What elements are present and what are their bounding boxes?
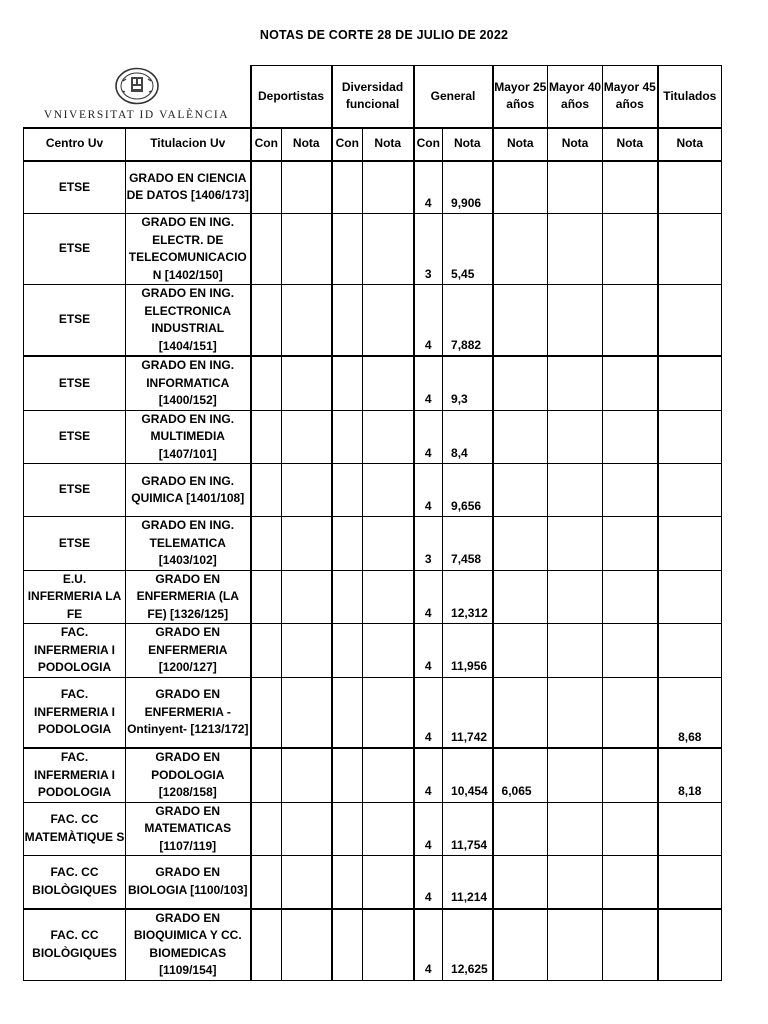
mayor-45-nota-cell <box>603 356 658 410</box>
deportistas-nota-cell <box>282 214 332 285</box>
diversidad-con-cell <box>332 677 363 748</box>
general-con-cell: 3 <box>414 214 443 285</box>
table-row <box>24 748 722 802</box>
centro-cell: FAC. INFERMERIA I PODOLOGIA <box>24 624 126 678</box>
titulados-nota-cell: 8,18 <box>658 748 722 802</box>
general-nota-cell: 11,214 <box>443 856 493 909</box>
diversidad-con-cell <box>332 624 363 678</box>
titulados-nota-cell <box>658 214 722 285</box>
table-row <box>24 410 722 464</box>
general-con-cell: 4 <box>414 570 443 624</box>
header-titulacion: Titulacion Uv <box>126 128 251 161</box>
mayor-40-nota-cell <box>548 802 603 856</box>
university-name: VNIVERSITAT ID VALÈNCIA <box>43 109 230 122</box>
table-row <box>24 285 722 357</box>
general-con-cell: 4 <box>414 677 443 748</box>
titulacion-cell: GRADO EN ING. QUIMICA [1401/108] <box>126 464 251 517</box>
titulados-nota-cell <box>658 570 722 624</box>
mayor-40-nota-cell <box>548 677 603 748</box>
header-mayor-25: Mayor 25 años <box>493 66 548 128</box>
mayor-45-nota-cell <box>603 909 658 981</box>
general-nota-cell: 5,45 <box>443 214 493 285</box>
deportistas-nota-cell <box>282 285 332 357</box>
titulados-nota-cell <box>658 410 722 464</box>
general-con-cell: 4 <box>414 464 443 517</box>
mayor-40-nota-cell <box>548 214 603 285</box>
general-con-cell: 4 <box>414 410 443 464</box>
diversidad-nota-cell <box>363 748 414 802</box>
titulacion-cell: GRADO EN ING. TELEMATICA [1403/102] <box>126 517 251 571</box>
diversidad-nota-cell <box>363 909 414 981</box>
header-mayor-25-nota: Nota <box>493 128 548 161</box>
header-general: General <box>414 66 493 128</box>
deportistas-nota-cell <box>282 570 332 624</box>
table-row <box>24 677 722 748</box>
header-titulados: Titulados <box>658 66 722 128</box>
general-con-cell: 3 <box>414 517 443 571</box>
mayor-25-nota-cell <box>493 802 548 856</box>
diversidad-con-cell <box>332 909 363 981</box>
table-row <box>24 856 722 909</box>
diversidad-con-cell <box>332 856 363 909</box>
deportistas-nota-cell <box>282 356 332 410</box>
titulados-nota-cell: 8,68 <box>658 677 722 748</box>
mayor-25-nota-cell <box>493 570 548 624</box>
titulacion-cell: GRADO EN CIENCIA DE DATOS [1406/173] <box>126 161 251 214</box>
centro-cell: FAC. CC MATEMÀTIQUE S <box>24 802 126 856</box>
deportistas-nota-cell <box>282 677 332 748</box>
deportistas-con-cell <box>251 677 282 748</box>
titulados-nota-cell <box>658 624 722 678</box>
diversidad-nota-cell <box>363 802 414 856</box>
deportistas-con-cell <box>251 570 282 624</box>
titulacion-cell: GRADO EN ING. INFORMATICA [1400/152] <box>126 356 251 410</box>
deportistas-nota-cell <box>282 624 332 678</box>
deportistas-nota-cell <box>282 748 332 802</box>
titulacion-cell: GRADO EN BIOLOGIA [1100/103] <box>126 856 251 909</box>
general-nota-cell: 9,906 <box>443 161 493 214</box>
mayor-45-nota-cell <box>603 748 658 802</box>
centro-cell: ETSE <box>24 410 126 464</box>
deportistas-con-cell <box>251 748 282 802</box>
general-nota-cell: 9,3 <box>443 356 493 410</box>
table-row <box>24 909 722 981</box>
titulacion-cell: GRADO EN PODOLOGIA [1208/158] <box>126 748 251 802</box>
university-logo <box>24 66 251 128</box>
centro-cell: ETSE <box>24 356 126 410</box>
deportistas-con-cell <box>251 214 282 285</box>
general-nota-cell: 11,742 <box>443 677 493 748</box>
titulados-nota-cell <box>658 856 722 909</box>
mayor-25-nota-cell <box>493 677 548 748</box>
titulacion-cell: GRADO EN ENFERMERIA [1200/127] <box>126 624 251 678</box>
general-nota-cell: 10,454 <box>443 748 493 802</box>
titulados-nota-cell <box>658 802 722 856</box>
diversidad-con-cell <box>332 517 363 571</box>
titulacion-cell: GRADO EN ING. ELECTR. DE TELECOMUNICACIO N [1402/150] <box>126 214 251 285</box>
mayor-40-nota-cell <box>548 748 603 802</box>
centro-cell: E.U. INFERMERIA LA FE <box>24 570 126 624</box>
table-row <box>24 624 722 678</box>
general-nota-cell: 7,882 <box>443 285 493 357</box>
general-con-cell: 4 <box>414 748 443 802</box>
general-con-cell: 4 <box>414 161 443 214</box>
deportistas-con-cell <box>251 802 282 856</box>
mayor-25-nota-cell <box>493 624 548 678</box>
mayor-45-nota-cell <box>603 161 658 214</box>
titulados-nota-cell <box>658 161 722 214</box>
header-deportistas: Deportistas <box>251 66 332 128</box>
deportistas-nota-cell <box>282 410 332 464</box>
deportistas-nota-cell <box>282 802 332 856</box>
diversidad-nota-cell <box>363 161 414 214</box>
deportistas-nota-cell <box>282 464 332 517</box>
mayor-45-nota-cell <box>603 624 658 678</box>
titulacion-cell: GRADO EN ENFERMERIA - Ontinyent- [1213/172] <box>126 677 251 748</box>
header-diversidad-nota: Nota <box>363 128 414 161</box>
mayor-45-nota-cell <box>603 856 658 909</box>
centro-cell: ETSE <box>24 285 126 357</box>
table-row <box>24 214 722 285</box>
mayor-40-nota-cell <box>548 570 603 624</box>
general-nota-cell: 8,4 <box>443 410 493 464</box>
centro-cell: ETSE <box>24 464 126 517</box>
titulados-nota-cell <box>658 464 722 517</box>
mayor-25-nota-cell <box>493 161 548 214</box>
mayor-40-nota-cell <box>548 517 603 571</box>
deportistas-con-cell <box>251 856 282 909</box>
deportistas-con-cell <box>251 356 282 410</box>
centro-cell: ETSE <box>24 214 126 285</box>
diversidad-con-cell <box>332 285 363 357</box>
header-mayor-40-nota: Nota <box>548 128 603 161</box>
mayor-25-nota-cell <box>493 285 548 357</box>
diversidad-nota-cell <box>363 624 414 678</box>
general-con-cell: 4 <box>414 356 443 410</box>
cut-off-grades-table <box>23 65 722 981</box>
titulados-nota-cell <box>658 909 722 981</box>
mayor-45-nota-cell <box>603 677 658 748</box>
mayor-25-nota-cell <box>493 909 548 981</box>
diversidad-nota-cell <box>363 856 414 909</box>
general-nota-cell: 7,458 <box>443 517 493 571</box>
mayor-25-nota-cell <box>493 517 548 571</box>
diversidad-nota-cell <box>363 517 414 571</box>
table-row <box>24 464 722 517</box>
diversidad-nota-cell <box>363 410 414 464</box>
mayor-45-nota-cell <box>603 214 658 285</box>
centro-cell: FAC. CC BIOLÒGIQUES <box>24 909 126 981</box>
header-titulados-nota: Nota <box>658 128 722 161</box>
mayor-25-nota-cell <box>493 356 548 410</box>
table-row <box>24 570 722 624</box>
header-diversidad-funcional: Diversidad funcional <box>332 66 414 128</box>
diversidad-con-cell <box>332 356 363 410</box>
deportistas-nota-cell <box>282 856 332 909</box>
titulacion-cell: GRADO EN MATEMATICAS [1107/119] <box>126 802 251 856</box>
general-nota-cell: 12,312 <box>443 570 493 624</box>
general-con-cell: 4 <box>414 856 443 909</box>
diversidad-nota-cell <box>363 677 414 748</box>
diversidad-con-cell <box>332 161 363 214</box>
header-general-nota: Nota <box>443 128 493 161</box>
diversidad-nota-cell <box>363 464 414 517</box>
header-deportistas-con: Con <box>251 128 282 161</box>
mayor-40-nota-cell <box>548 624 603 678</box>
diversidad-nota-cell <box>363 214 414 285</box>
mayor-25-nota-cell <box>493 410 548 464</box>
mayor-40-nota-cell <box>548 909 603 981</box>
general-nota-cell: 11,754 <box>443 802 493 856</box>
general-nota-cell: 9,656 <box>443 464 493 517</box>
titulacion-cell: GRADO EN ENFERMERIA (LA FE) [1326/125] <box>126 570 251 624</box>
mayor-25-nota-cell <box>493 856 548 909</box>
general-nota-cell: 11,956 <box>443 624 493 678</box>
mayor-25-nota-cell <box>493 464 548 517</box>
diversidad-con-cell <box>332 464 363 517</box>
table-row <box>24 161 722 214</box>
table-row <box>24 517 722 571</box>
deportistas-con-cell <box>251 624 282 678</box>
titulados-nota-cell <box>658 356 722 410</box>
general-con-cell: 4 <box>414 285 443 357</box>
header-diversidad-con: Con <box>332 128 363 161</box>
centro-cell: ETSE <box>24 517 126 571</box>
mayor-45-nota-cell <box>603 410 658 464</box>
deportistas-nota-cell <box>282 517 332 571</box>
diversidad-con-cell <box>332 214 363 285</box>
deportistas-con-cell <box>251 517 282 571</box>
document-title: NOTAS DE CORTE 28 DE JULIO DE 2022 <box>259 28 509 42</box>
university-seal-icon <box>114 67 160 105</box>
centro-cell: ETSE <box>24 161 126 214</box>
header-general-con: Con <box>414 128 443 161</box>
deportistas-con-cell <box>251 410 282 464</box>
mayor-45-nota-cell <box>603 570 658 624</box>
diversidad-con-cell <box>332 410 363 464</box>
diversidad-con-cell <box>332 748 363 802</box>
mayor-40-nota-cell <box>548 356 603 410</box>
titulacion-cell: GRADO EN ING. ELECTRONICA INDUSTRIAL [1404/151] <box>126 285 251 357</box>
deportistas-con-cell <box>251 909 282 981</box>
mayor-45-nota-cell <box>603 464 658 517</box>
table-row <box>24 356 722 410</box>
titulados-nota-cell <box>658 517 722 571</box>
centro-cell: FAC. INFERMERIA I PODOLOGIA <box>24 748 126 802</box>
table-row <box>24 802 722 856</box>
header-mayor-40: Mayor 40 años <box>548 66 603 128</box>
mayor-40-nota-cell <box>548 856 603 909</box>
mayor-40-nota-cell <box>548 161 603 214</box>
mayor-45-nota-cell <box>603 517 658 571</box>
general-con-cell: 4 <box>414 802 443 856</box>
diversidad-con-cell <box>332 570 363 624</box>
general-con-cell: 4 <box>414 909 443 981</box>
mayor-25-nota-cell: 6,065 <box>493 748 548 802</box>
mayor-45-nota-cell <box>603 802 658 856</box>
diversidad-nota-cell <box>363 356 414 410</box>
general-con-cell: 4 <box>414 624 443 678</box>
header-deportistas-nota: Nota <box>282 128 332 161</box>
titulados-nota-cell <box>658 285 722 357</box>
deportistas-nota-cell <box>282 161 332 214</box>
mayor-40-nota-cell <box>548 410 603 464</box>
deportistas-con-cell <box>251 464 282 517</box>
mayor-45-nota-cell <box>603 285 658 357</box>
header-mayor-45-nota: Nota <box>603 128 658 161</box>
titulacion-cell: GRADO EN ING. MULTIMEDIA [1407/101] <box>126 410 251 464</box>
deportistas-con-cell <box>251 285 282 357</box>
centro-cell: FAC. CC BIOLÒGIQUES <box>24 856 126 909</box>
header-centro: Centro Uv <box>24 128 126 161</box>
mayor-40-nota-cell <box>548 464 603 517</box>
diversidad-nota-cell <box>363 285 414 357</box>
titulacion-cell: GRADO EN BIOQUIMICA Y CC. BIOMEDICAS [1109/154] <box>126 909 251 981</box>
deportistas-con-cell <box>251 161 282 214</box>
diversidad-nota-cell <box>363 570 414 624</box>
diversidad-con-cell <box>332 802 363 856</box>
mayor-25-nota-cell <box>493 214 548 285</box>
deportistas-nota-cell <box>282 909 332 981</box>
mayor-40-nota-cell <box>548 285 603 357</box>
general-nota-cell: 12,625 <box>443 909 493 981</box>
centro-cell: FAC. INFERMERIA I PODOLOGIA <box>24 677 126 748</box>
header-mayor-45: Mayor 45 años <box>603 66 658 128</box>
